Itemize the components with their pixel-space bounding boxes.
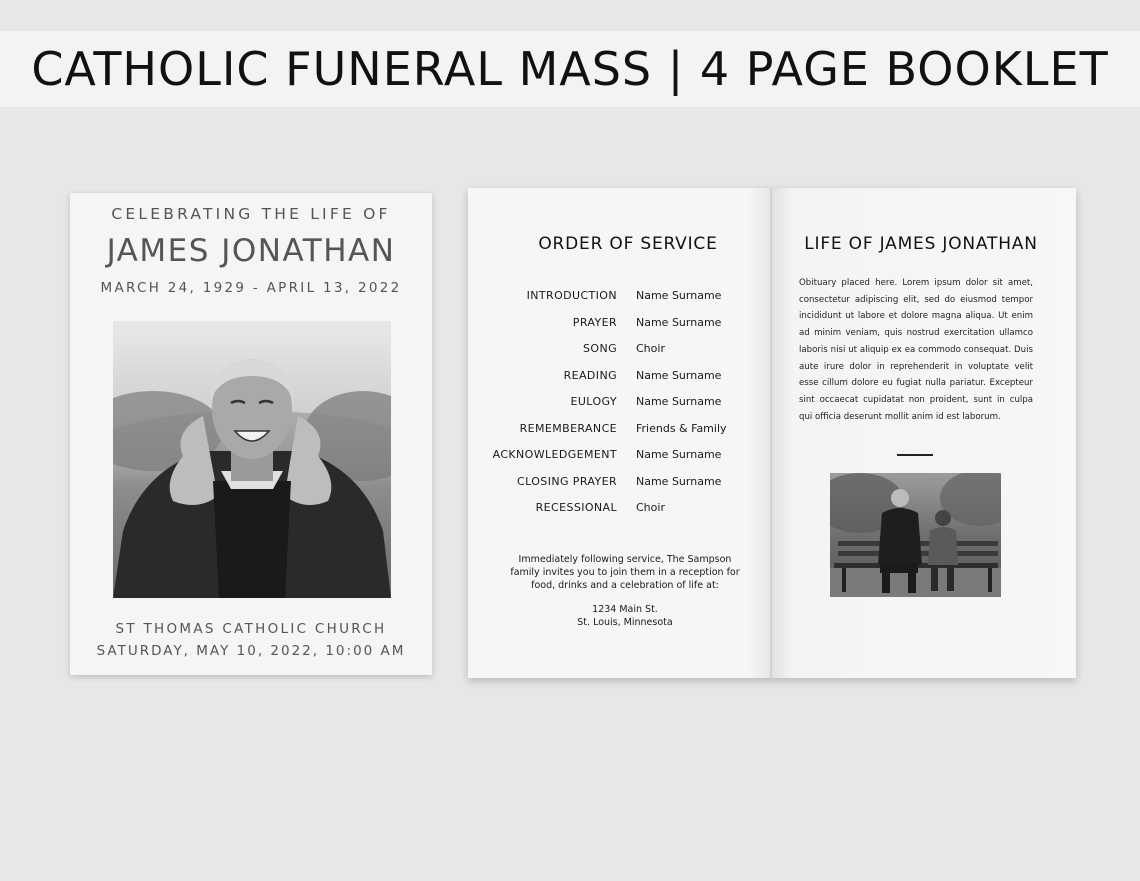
cover-name: JAMES JONATHAN bbox=[106, 233, 396, 269]
service-part: EULOGY bbox=[570, 395, 617, 408]
service-who: Name Surname bbox=[636, 315, 722, 329]
service-list bbox=[468, 289, 772, 528]
service-part: READING bbox=[563, 368, 617, 382]
reception-note bbox=[498, 553, 752, 592]
service-who: Name Surname bbox=[636, 289, 722, 302]
portrait-photo bbox=[113, 321, 391, 598]
address-line: 1234 Main St. bbox=[592, 604, 658, 615]
service-part: REMEMBERANCE bbox=[519, 421, 617, 435]
reception-line: food, drinks and a celebration of life at: bbox=[531, 580, 719, 591]
service-part: RECESSIONAL bbox=[535, 501, 617, 514]
banner-title: CATHOLIC FUNERAL MASS | 4 PAGE BOOKLET bbox=[31, 42, 1109, 96]
service-who: Choir bbox=[636, 501, 665, 514]
order-of-service-page bbox=[468, 188, 772, 678]
reception-line: Immediately following service, The Sampson bbox=[518, 554, 732, 565]
service-row bbox=[468, 475, 772, 502]
service-row bbox=[468, 289, 772, 316]
service-who: Choir bbox=[636, 342, 665, 355]
order-heading: ORDER OF SERVICE bbox=[538, 234, 718, 254]
service-who: Friends & Family bbox=[636, 421, 727, 435]
service-part: INTRODUCTION bbox=[526, 289, 617, 302]
life-heading: LIFE OF JAMES JONATHAN bbox=[804, 234, 1038, 254]
cover-dates: MARCH 24, 1929 - APRIL 13, 2022 bbox=[100, 280, 402, 296]
booklet-cover bbox=[70, 193, 432, 675]
reception-line: family invites you to join them in a reception for bbox=[510, 567, 740, 578]
cover-kicker: CELEBRATING THE LIFE OF bbox=[111, 205, 391, 223]
reception-address bbox=[498, 603, 752, 629]
service-row bbox=[468, 369, 772, 396]
service-row bbox=[468, 342, 772, 369]
banner bbox=[0, 31, 1140, 107]
service-part: ACKNOWLEDGEMENT bbox=[492, 448, 617, 461]
life-page bbox=[772, 188, 1076, 678]
service-part: PRAYER bbox=[572, 315, 617, 329]
service-who: Name Surname bbox=[636, 448, 722, 461]
service-row bbox=[468, 422, 772, 449]
service-part: CLOSING PRAYER bbox=[517, 474, 617, 488]
service-row bbox=[468, 448, 772, 475]
cover-church: ST THOMAS CATHOLIC CHURCH bbox=[115, 621, 387, 637]
bench-photo bbox=[830, 473, 1001, 597]
cover-datetime: SATURDAY, MAY 10, 2022, 10:00 AM bbox=[96, 643, 406, 659]
obituary-text: Obituary placed here. Lorem ipsum dolor sit amet, consectetur adipiscing elit, sed do eiusmod tempor incididunt ut labore et dolore magna aliqua. Ut enim ad minim veniam, quis nostrud exercitation ullamco laboris nisi ut aliquip ex ea commodo consequat. Duis aute irure dolor in reprehenderit in voluptate velit esse cillum dolore eu fugiat nulla pariatur. Excepteur sint occaecat cupidatat non proident, sunt in culpa qui officia deserunt mollit anim id est laborum. bbox=[799, 278, 1033, 422]
service-row bbox=[468, 501, 772, 528]
service-who: Name Surname bbox=[636, 368, 722, 382]
service-row bbox=[468, 395, 772, 422]
service-who: Name Surname bbox=[636, 474, 722, 488]
service-row bbox=[468, 316, 772, 343]
address-line: St. Louis, Minnesota bbox=[577, 617, 673, 628]
service-who: Name Surname bbox=[636, 395, 722, 408]
divider bbox=[897, 454, 933, 456]
service-part: SONG bbox=[583, 342, 617, 355]
booklet-spread bbox=[468, 188, 1076, 678]
